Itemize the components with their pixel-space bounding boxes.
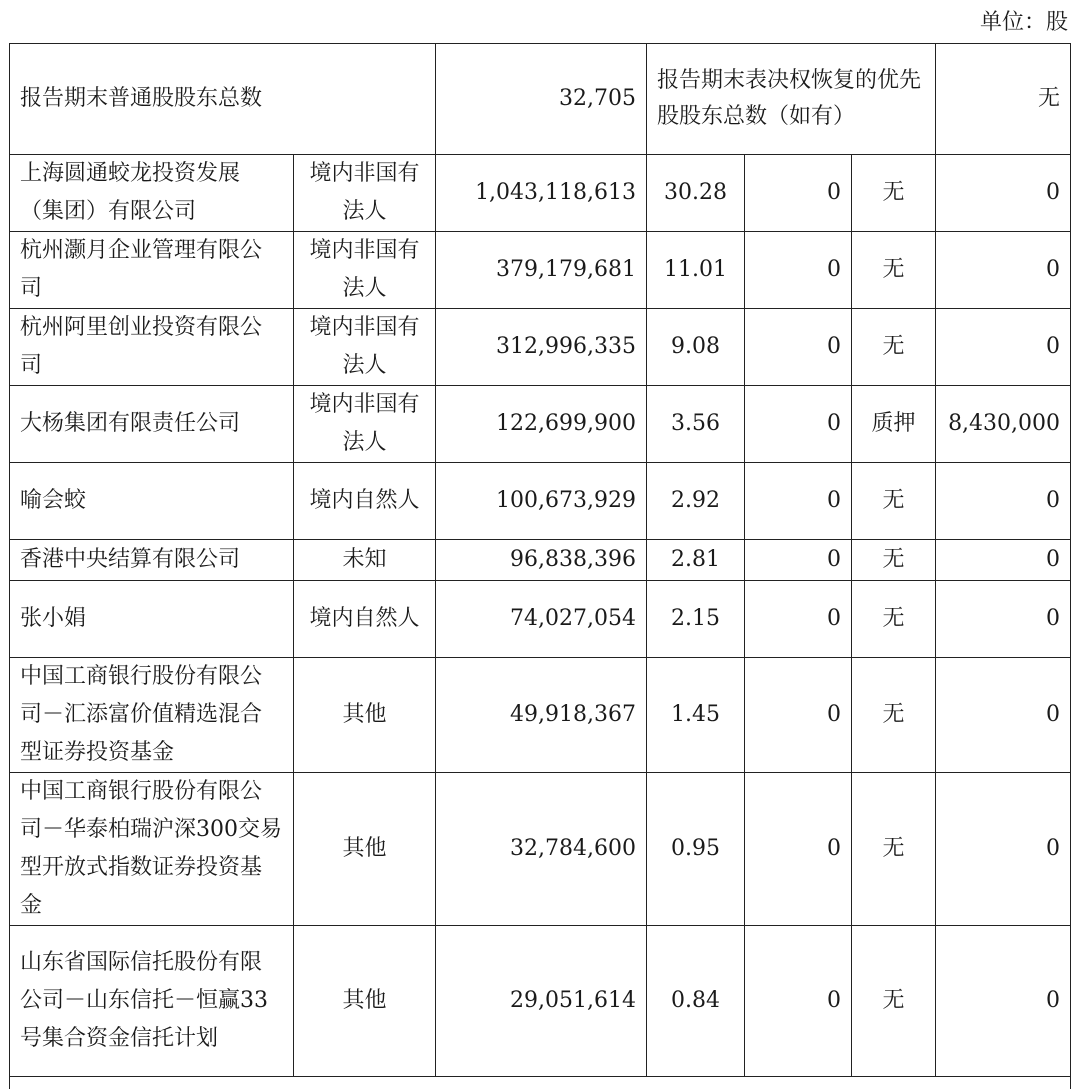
table-body bbox=[10, 44, 1071, 1089]
holder-nature: 未知 bbox=[294, 540, 436, 581]
pledge-quantity: 0 bbox=[936, 540, 1071, 581]
table-row bbox=[10, 926, 1071, 1077]
holder-shares: 74,027,054 bbox=[436, 581, 647, 658]
holder-nature: 境内自然人 bbox=[294, 581, 436, 658]
holder-shares: 1,043,118,613 bbox=[436, 155, 647, 232]
total-shareholders-value: 32,705 bbox=[436, 44, 647, 155]
holder-name: 香港中央结算有限公司 bbox=[10, 540, 294, 581]
holder-ratio: 30.28 bbox=[647, 155, 745, 232]
restricted-shares: 0 bbox=[745, 232, 852, 309]
pledge-quantity: 0 bbox=[936, 463, 1071, 540]
holder-shares: 96,838,396 bbox=[436, 540, 647, 581]
restricted-shares: 0 bbox=[745, 386, 852, 463]
table-row bbox=[10, 309, 1071, 386]
table-row bbox=[10, 773, 1071, 926]
holder-shares: 379,179,681 bbox=[436, 232, 647, 309]
pledge-status: 无 bbox=[852, 773, 936, 926]
restricted-shares: 0 bbox=[745, 926, 852, 1077]
preferred-shareholders-label: 报告期末表决权恢复的优先股股东总数（如有） bbox=[647, 44, 936, 155]
pledge-quantity: 0 bbox=[936, 232, 1071, 309]
holder-name: 山东省国际信托股份有限公司－山东信托－恒赢33号集合资金信托计划 bbox=[10, 926, 294, 1077]
holder-ratio: 3.56 bbox=[647, 386, 745, 463]
pledge-status: 无 bbox=[852, 463, 936, 540]
restricted-shares: 0 bbox=[745, 658, 852, 773]
shareholder-table bbox=[9, 43, 1071, 1089]
truncated-row bbox=[10, 1077, 1071, 1089]
truncated-cell bbox=[10, 1077, 1071, 1089]
pledge-quantity: 0 bbox=[936, 309, 1071, 386]
unit-label: 单位：股 bbox=[980, 8, 1068, 38]
pledge-status: 无 bbox=[852, 309, 936, 386]
pledge-status: 无 bbox=[852, 232, 936, 309]
holder-shares: 32,784,600 bbox=[436, 773, 647, 926]
pledge-quantity: 0 bbox=[936, 581, 1071, 658]
table-row bbox=[10, 232, 1071, 309]
pledge-status: 无 bbox=[852, 658, 936, 773]
table-row bbox=[10, 386, 1071, 463]
holder-ratio: 9.08 bbox=[647, 309, 745, 386]
pledge-quantity: 0 bbox=[936, 773, 1071, 926]
holder-name: 喻会蛟 bbox=[10, 463, 294, 540]
holder-ratio: 2.81 bbox=[647, 540, 745, 581]
restricted-shares: 0 bbox=[745, 463, 852, 540]
holder-nature: 境内非国有法人 bbox=[294, 232, 436, 309]
restricted-shares: 0 bbox=[745, 155, 852, 232]
holder-name: 中国工商银行股份有限公司－汇添富价值精选混合型证券投资基金 bbox=[10, 658, 294, 773]
pledge-status: 质押 bbox=[852, 386, 936, 463]
holder-nature: 其他 bbox=[294, 926, 436, 1077]
preferred-shareholders-value: 无 bbox=[936, 44, 1071, 155]
pledge-status: 无 bbox=[852, 540, 936, 581]
restricted-shares: 0 bbox=[745, 540, 852, 581]
holder-ratio: 0.84 bbox=[647, 926, 745, 1077]
pledge-quantity: 8,430,000 bbox=[936, 386, 1071, 463]
table-row bbox=[10, 581, 1071, 658]
holder-nature: 境内非国有法人 bbox=[294, 309, 436, 386]
holder-shares: 49,918,367 bbox=[436, 658, 647, 773]
holder-ratio: 0.95 bbox=[647, 773, 745, 926]
holder-ratio: 2.15 bbox=[647, 581, 745, 658]
pledge-quantity: 0 bbox=[936, 658, 1071, 773]
holder-nature: 境内非国有法人 bbox=[294, 155, 436, 232]
holder-name: 大杨集团有限责任公司 bbox=[10, 386, 294, 463]
holder-name: 杭州阿里创业投资有限公司 bbox=[10, 309, 294, 386]
holder-nature: 境内非国有法人 bbox=[294, 386, 436, 463]
holder-nature: 其他 bbox=[294, 658, 436, 773]
restricted-shares: 0 bbox=[745, 309, 852, 386]
total-shareholders-label: 报告期末普通股股东总数 bbox=[10, 44, 436, 155]
summary-row bbox=[10, 44, 1071, 155]
holder-ratio: 2.92 bbox=[647, 463, 745, 540]
holder-shares: 29,051,614 bbox=[436, 926, 647, 1077]
holder-nature: 境内自然人 bbox=[294, 463, 436, 540]
restricted-shares: 0 bbox=[745, 581, 852, 658]
pledge-status: 无 bbox=[852, 926, 936, 1077]
table-row bbox=[10, 155, 1071, 232]
holder-name: 杭州灏月企业管理有限公司 bbox=[10, 232, 294, 309]
holder-nature: 其他 bbox=[294, 773, 436, 926]
restricted-shares: 0 bbox=[745, 773, 852, 926]
holder-ratio: 11.01 bbox=[647, 232, 745, 309]
pledge-quantity: 0 bbox=[936, 155, 1071, 232]
holder-shares: 100,673,929 bbox=[436, 463, 647, 540]
holder-name: 中国工商银行股份有限公司－华泰柏瑞沪深300交易型开放式指数证券投资基金 bbox=[10, 773, 294, 926]
table-row bbox=[10, 540, 1071, 581]
holder-name: 张小娟 bbox=[10, 581, 294, 658]
holder-shares: 122,699,900 bbox=[436, 386, 647, 463]
pledge-status: 无 bbox=[852, 155, 936, 232]
holder-name: 上海圆通蛟龙投资发展（集团）有限公司 bbox=[10, 155, 294, 232]
pledge-status: 无 bbox=[852, 581, 936, 658]
holder-ratio: 1.45 bbox=[647, 658, 745, 773]
table-row bbox=[10, 463, 1071, 540]
pledge-quantity: 0 bbox=[936, 926, 1071, 1077]
table-row bbox=[10, 658, 1071, 773]
holder-shares: 312,996,335 bbox=[436, 309, 647, 386]
